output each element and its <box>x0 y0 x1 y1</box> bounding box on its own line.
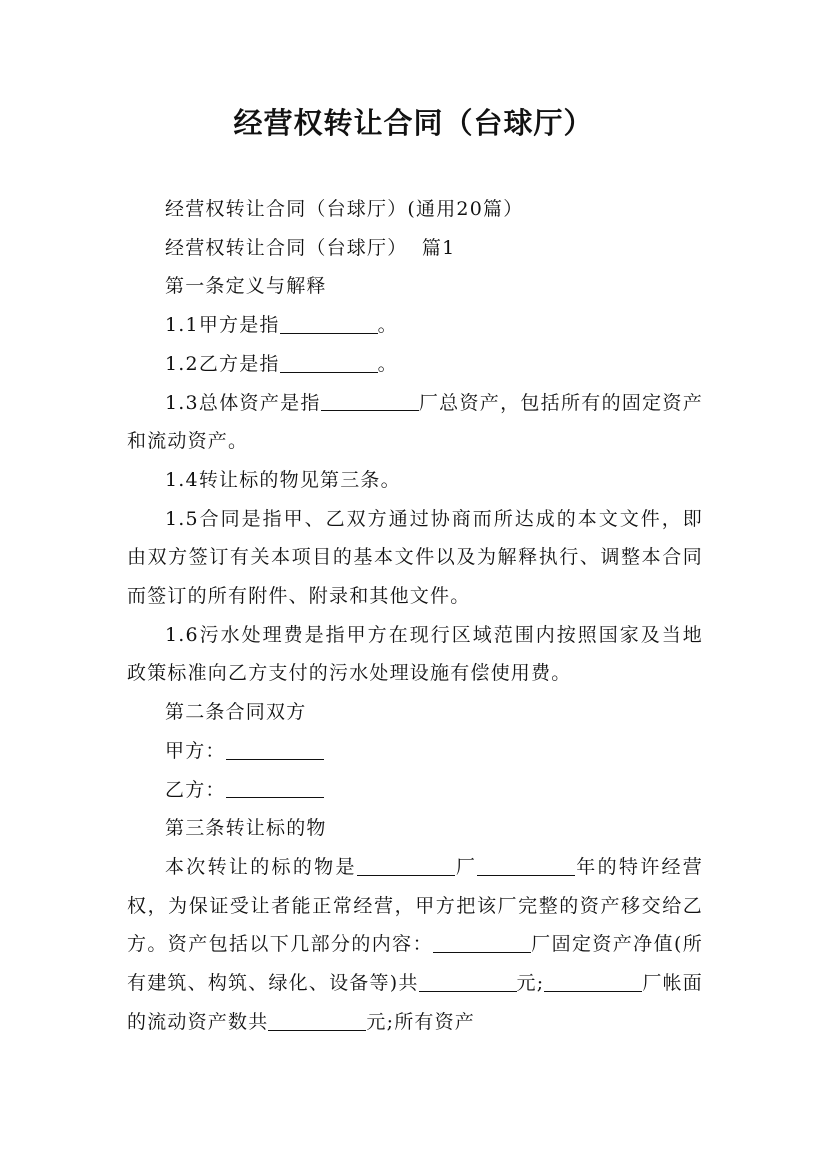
clause-1-6: 1.6污水处理费是指甲方在现行区域范围内按照国家及当地政策标准向乙方支付的污水处理设施有偿使用费。 <box>127 623 703 685</box>
clause-1-1 <box>127 306 703 345</box>
party-b-line <box>127 771 703 810</box>
article3-text: 年的特许经营权，为保证受让者能正常经营，甲方把该厂完整的资产移交给乙方。资产包括以下几部分的内容： <box>127 855 704 956</box>
header-line: 经营权转让合同（台球厅）(通用20篇） <box>165 198 524 220</box>
article3-heading: 第三条转让标的物 <box>165 817 327 840</box>
blank-line <box>321 390 419 411</box>
blank-line <box>280 352 378 373</box>
blank-line <box>226 777 324 798</box>
article3-text: 元;所有资产 <box>366 1010 476 1033</box>
clause-1-4: 1.4转让标的物见第三条。 <box>165 468 401 491</box>
blank-line <box>280 313 378 334</box>
clause-1-1-text: 1.1甲方是指 <box>165 314 280 337</box>
article3-text: 厂 <box>454 855 478 878</box>
article3-text: 厂固定资产净值(所有建筑、构筑、绿化、设备等)共 <box>127 933 703 995</box>
document-title: 经营权转让合同（台球厅） <box>233 106 594 140</box>
party-a-label: 甲方： <box>165 739 226 762</box>
party-a-line <box>127 732 703 771</box>
blank-line <box>268 1010 366 1031</box>
clause-1-3-rest: 厂总资产，包括所有的固定资产和流动资产。 <box>127 391 703 453</box>
clause-1-2-text: 1.2乙方是指 <box>165 352 280 375</box>
clause-1-2 <box>127 345 703 384</box>
section-heading: 经营权转让合同（台球厅） 篇1 <box>165 236 456 259</box>
clause-1-3 <box>127 384 703 461</box>
article3-text: 厂帐面的流动资产数共 <box>127 972 703 1033</box>
clause-1-5: 1.5合同是指甲、乙双方通过协商而所达成的本文文件，即由双方签订有关本项目的基本文件以及为解释执行、调整本合同而签订的所有附件、附录和其他文件。 <box>127 507 703 608</box>
article3-paragraph <box>127 848 703 1042</box>
clause-1-1-end: 。 <box>377 314 398 337</box>
blank-line <box>357 855 455 876</box>
article3-text: 本次转让的标的物是 <box>165 855 357 878</box>
article1-heading: 第一条定义与解释 <box>165 275 327 298</box>
article3-text: 元; <box>516 972 545 995</box>
blank-line <box>544 971 642 992</box>
blank-line <box>477 855 575 876</box>
article2-heading: 第二条合同双方 <box>165 701 307 724</box>
document-body <box>127 190 703 1041</box>
clause-1-2-end: 。 <box>377 352 398 375</box>
blank-line <box>419 971 517 992</box>
clause-1-3-text: 1.3总体资产是指 <box>165 391 321 414</box>
blank-line <box>226 739 324 760</box>
blank-line <box>433 932 531 953</box>
party-b-label: 乙方： <box>165 778 226 801</box>
